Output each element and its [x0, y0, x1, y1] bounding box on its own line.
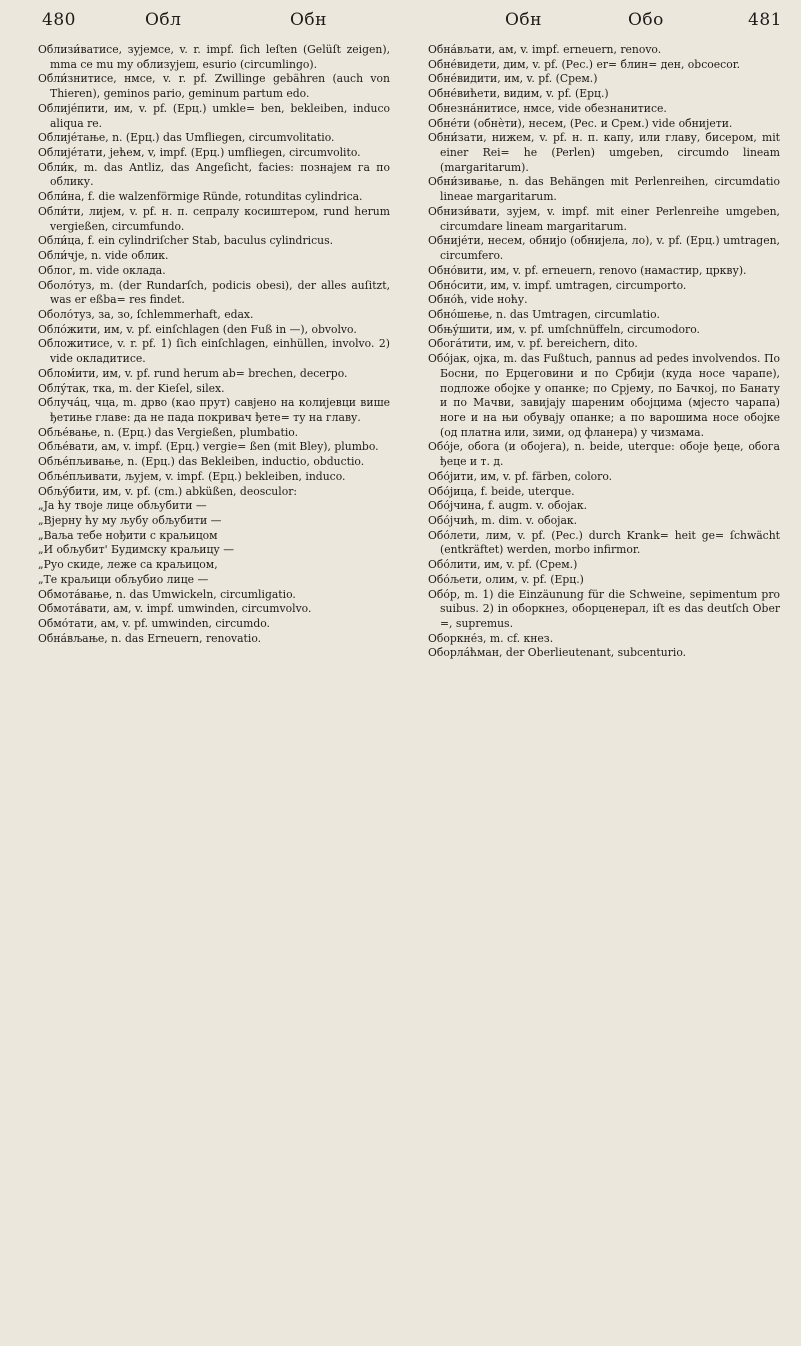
- dictionary-entry: Оборкне́з, m. cf. кнез.: [428, 631, 554, 645]
- dictionary-entry: Обље́пљивање, n. (Ерц.) das Bekleiben, inductio, obductio.: [38, 455, 365, 469]
- dictionary-entry: Обни́зивање, n. das Behängen mit Perlenreihen, circumdatio lineae margaritarum.: [428, 175, 780, 204]
- dictionary-entry: Обно́вити, им, v. pf. erneuern, renovo (намастир, цркву).: [428, 263, 747, 277]
- page-header: [0, 0, 801, 40]
- dictionary-entry: Обни́зати, нижем, v. pf. н. п. капу, или главу, бисером, mit einer Rei= he (Perlen) umgeben, circumdo lineam (margaritarum).: [428, 131, 780, 174]
- dictionary-entry: Обмота́вање, n. das Umwickeln, circumligatio.: [38, 587, 296, 601]
- dictionary-entry: Обли́чје, n. vide облик.: [38, 249, 169, 263]
- dictionary-entry: Оболо́туз, за, зо, ſchlemmerhaft, edax.: [38, 307, 254, 321]
- dictionary-entry: Обне́видети, дим, v. pf. (Рес.) er= блин= ден, obcoecor.: [428, 57, 741, 71]
- dictionary-entry: Обо́лети, лим, v. pf. (Рес.) durch Krank= heit ge= ſchwächt (entkräftet) werden, morbo infirmor.: [428, 528, 780, 557]
- left-column: [38, 43, 390, 646]
- dictionary-entry: Облије́тање, n. (Ерц.) das Umfliegen, circumvolitatio.: [38, 131, 335, 145]
- right-page-number: 481: [748, 10, 782, 30]
- dictionary-entry: Облуча́ц, чца, m. дрво (као прут) савјено на колијевци више ђетиње главе: да не пада покривач ђете= ту на главу.: [38, 396, 390, 424]
- dictionary-entry: Обне́видити, им, v. pf. (Срем.): [428, 72, 598, 86]
- dictionary-entry: Обложитисе, v. r. pf. 1) ſich einſchlagen, einhüllen, involvo. 2) vide окладитисе.: [38, 337, 390, 366]
- dictionary-entry: „Те краљици обљубио лице —: [38, 572, 209, 586]
- dictionary-entry: Обо́јчић, m. dim. v. обојак.: [428, 514, 578, 527]
- dictionary-entry: Обога́тити, им, v. pf. bereichern, dito.: [428, 337, 638, 351]
- dictionary-entry: Облог, m. vide оклада.: [38, 263, 166, 277]
- dictionary-entry: Обо́љети, олим, v. pf. (Ерц.): [428, 572, 584, 586]
- dictionary-entry: Обље́вати, ам, v. impf. (Ерц.) vergie= ßen (mit Bley), plumbo.: [38, 440, 379, 454]
- dictionary-entry: Обли́на, f. die walzenförmige Ründe, rotunditas cylindrica.: [38, 190, 363, 204]
- dictionary-entry: „Ја ћу твоје лице обљубити —: [38, 499, 207, 513]
- dictionary-entry: Обно́ћ, vide ноћу.: [428, 293, 528, 307]
- dictionary-entry: Облије́пити, им, v. pf. (Ерц.) umkle= ben, bekleiben, induco aliqua re.: [38, 101, 390, 130]
- dictionary-entry: Обно́шење, n. das Umtragen, circumlatio.: [428, 307, 660, 321]
- dictionary-entry: „И обљубит' Будимску краљицу —: [38, 543, 234, 557]
- dictionary-entry: Обо́јица, f. beide, uterque.: [428, 484, 575, 498]
- dictionary-entry: Обњу́шити, им, v. pf. umſchnüffeln, circumodoro.: [428, 322, 700, 336]
- right-guide-word-last: Обо: [628, 10, 664, 30]
- dictionary-entry: Обо́лити, им, v. pf. (Срем.): [428, 558, 578, 572]
- dictionary-entry: Обније́ти, несем, обнијо (обнијела, ло), v. pf. (Ерц.) umtragen, circumfero.: [428, 234, 780, 263]
- dictionary-entry: Обо́је, обога (и обојега), n. beide, uterque: обоје ђеце, обога ђеце и т. д.: [428, 440, 780, 469]
- dictionary-entry: Обље́вање, n. (Ерц.) das Vergießen, plumbatio.: [38, 425, 299, 439]
- dictionary-entry: Обли́ца, f. ein cylindriſcher Stab, baculus cylindricus.: [38, 234, 334, 248]
- dictionary-entry: Обмота́вати, ам, v. impf. umwinden, circumvolvo.: [38, 602, 312, 616]
- dictionary-entry: „Руо скиде, леже са краљицом,: [38, 558, 218, 572]
- dictionary-entry: Облизи́ватисе, зујемсе, v. r. impf. ſich leſten (Gelüſt zeigen), mma ce mu my облизујеш, esurio (circumlingo).: [38, 43, 390, 71]
- dictionary-entry: „Ваља тебе нођити с краљицом: [38, 528, 218, 542]
- dictionary-entry: Обли́знитисе, нмсе, v. r. pf. Zwillinge gebähren (auch von Thieren), geminos pario, geminum partum edo.: [38, 72, 390, 101]
- left-page-number: 480: [42, 10, 76, 30]
- dictionary-entry: Обли́к, m. das Antliz, das Angeſicht, facies: познајем га по облику.: [38, 160, 390, 189]
- dictionary-entry: Обнезна́нитисе, нмсе, vide обезнанитисе.: [428, 101, 667, 115]
- dictionary-entry: Обнизи́вати, зујем, v. impf. mit einer Perlenreihe umgeben, circumdare lineam margaritarum.: [428, 204, 780, 233]
- dictionary-entry: Обна́вљање, n. das Erneuern, renovatio.: [38, 631, 262, 645]
- dictionary-entry: Оборла́ћман, der Oberlieutenant, subcenturio.: [428, 646, 687, 660]
- left-guide-word-first: Обл: [145, 10, 182, 30]
- dictionary-entry: Обо́р, m. 1) die Einzäunung für die Schweine, sepimentum pro suibus. 2) in оборкнез, оборценерал, iſt es das deutſch Ober =, supremus.: [428, 587, 780, 631]
- dictionary-entry: Обо́јак, ојка, m. das Fußtuch, pannus ad pedes involvendos. По Босни, по Ерцеговини и по Србији (куда носе чарапе), подложе обојке у опанке; по Срјему, по Бачкој, по Банату и по Мачви, завијају шареним обојцима (мјесто чарапа) ноге и на њи обувају опанке; а по варошима носе обојке (од платна или, зими, од фланера) у чизмама.: [428, 352, 780, 439]
- dictionary-entry: Обна́вљати, ам, v. impf. erneuern, renovo.: [428, 43, 662, 56]
- dictionary-entry: Обне́ти (обнѐти), несем, (Рес. и Срем.) vide обнијети.: [428, 116, 733, 130]
- dictionary-entry: Обо́јчина, f. augm. v. обојак.: [428, 499, 588, 513]
- dictionary-entry: Обо́јити, им, v. pf. färben, coloro.: [428, 469, 613, 483]
- dictionary-entry: Обмо́тати, ам, v. pf. umwinden, circumdo.: [38, 617, 270, 631]
- right-guide-word-first: Обн: [505, 10, 543, 30]
- dictionary-entry: Обли́ти, лијем, v. pf. н. п. сепралу косиштером, rund herum vergießen, circumfundo.: [38, 204, 390, 233]
- dictionary-entry: Обно́сити, им, v. impf. umtragen, circumporto.: [428, 278, 687, 292]
- left-guide-word-last: Обн: [290, 10, 328, 30]
- right-column: [428, 43, 780, 661]
- dictionary-entry: „Вјерну ћу му љубу обљубити —: [38, 514, 222, 527]
- dictionary-entry: Облом́ити, им, v. pf. rund herum ab= brechen, decerpo.: [38, 366, 348, 380]
- dictionary-entry: Облу́так, тка, m. der Kieſel, silex.: [38, 381, 225, 395]
- dictionary-entry: Обло́жити, им, v. pf. einſchlagen (den Fuß in —), obvolvo.: [38, 322, 357, 336]
- dictionary-entry: Обљу́бити, им, v. pf. (cm.) abküßen, deosculor:: [38, 484, 297, 498]
- dictionary-entry: Облије́тати, јећем, v, impf. (Ерц.) umfliegen, circumvolito.: [38, 146, 361, 160]
- dictionary-entry: Обне́вићети, видим, v. pf. (Ерц.): [428, 87, 609, 101]
- dictionary-entry: Обље́пљивати, љујем, v. impf. (Ерц.) bekleiben, induco.: [38, 469, 346, 483]
- dictionary-entry: Оболо́туз, m. (der Rundarſch, podicis obesi), der alles auſitzt, was er eßba= res findet.: [38, 278, 390, 307]
